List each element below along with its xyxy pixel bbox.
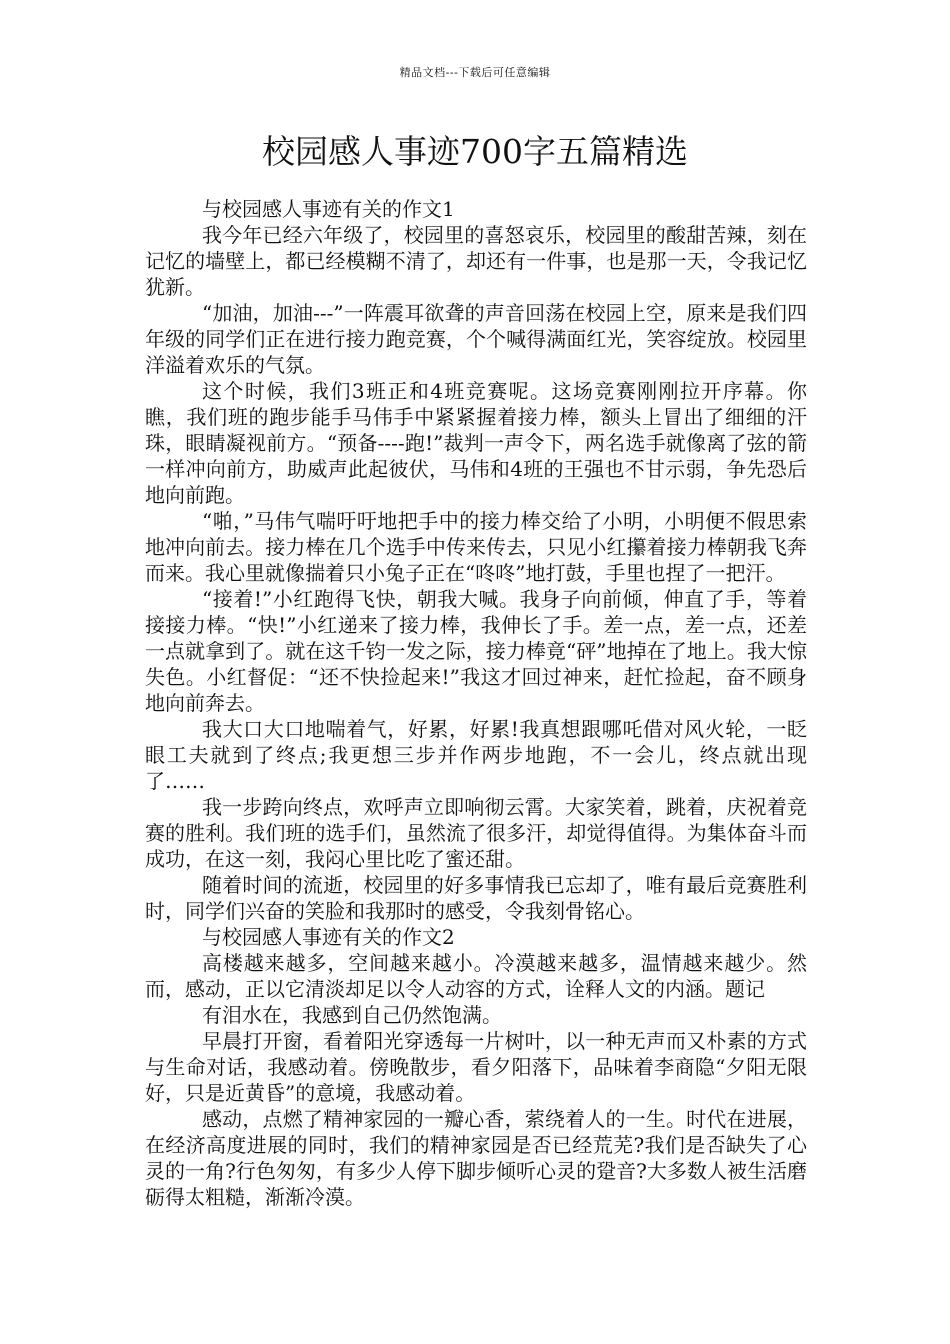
paragraph: 我今年已经六年级了，校园里的喜怒哀乐，校园里的酸甜苦辣，刻在记忆的墙壁上，都已经模糊不清了，却还有一件事，也是那一天，令我记忆犹新。 <box>145 223 807 299</box>
paragraph: 这个时候，我们3班正和4班竞赛呢。这场竞赛刚刚拉开序幕。你瞧，我们班的跑步能手马伟手中紧紧握着接力棒，额头上冒出了细细的汗珠，眼睛凝视前方。“预备----跑!”裁判一声令下，两名选手就像离了弦的箭一样冲向前方，助威声此起彼伏，马伟和4班的王强也不甘示弱，争先恐后地向前跑。 <box>145 379 807 507</box>
paragraph: 高楼越来越多，空间越来越小。冷漠越来越多，温情越来越少。然而，感动，正以它清淡却足以令人动容的方式，诠释人文的内涵。题记 <box>145 951 807 1001</box>
section-heading-1: 与校园感人事迹有关的作文1 <box>202 197 455 221</box>
paragraph: 有泪水在，我感到自己仍然饱满。 <box>202 1003 502 1027</box>
paragraph: 我大口大口地喘着气，好累，好累!我真想跟哪吒借对风火轮，一眨眼工夫就到了终点;我更想三步并作两步地跑，不一会儿，终点就出现了…… <box>145 717 807 793</box>
paragraph: “接着!”小红跑得飞快，朝我大喊。我身子向前倾，伸直了手，等着接接力棒。“快!”小红递来了接力棒，我伸长了手。差一点，差一点，还差一点就拿到了。就在这千钧一发之际，接力棒竟“砰”地掉在了地上。我大惊失色。小红督促：“还不快捡起来!”我这才回过神来，赶忙捡起，奋不顾身地向前奔去。 <box>145 587 807 715</box>
paragraph: 早晨打开窗，看着阳光穿透每一片树叶，以一种无声而又朴素的方式与生命对话，我感动着。傍晚散步，看夕阳落下，品味着李商隐“夕阳无限好，只是近黄昏”的意境，我感动着。 <box>145 1029 807 1105</box>
article-body <box>145 196 807 1210</box>
section-heading-2: 与校园感人事迹有关的作文2 <box>202 925 455 949</box>
paragraph: 随着时间的流逝，校园里的好多事情我已忘却了，唯有最后竞赛胜利时，同学们兴奋的笑脸和我那时的感受，令我刻骨铭心。 <box>145 873 807 923</box>
paragraph: “加油，加油---”一阵震耳欲聋的声音回荡在校园上空，原来是我们四年级的同学们正在进行接力跑竞赛，个个喊得满面红光，笑容绽放。校园里洋溢着欢乐的气氛。 <box>145 301 807 377</box>
header-note: 精品文档---下载后可任意编辑 <box>399 66 551 79</box>
paragraph: 我一步跨向终点，欢呼声立即响彻云霄。大家笑着，跳着，庆祝着竞赛的胜利。我们班的选手们，虽然流了很多汗，却觉得值得。为集体奋斗而成功，在这一刻，我闷心里比吃了蜜还甜。 <box>145 795 807 871</box>
paragraph: 感动，点燃了精神家园的一瓣心香，萦绕着人的一生。时代在进展，在经济高度进展的同时，我们的精神家园是否已经荒芜?我们是否缺失了心灵的一角?行色匆匆，有多少人停下脚步倾听心灵的跫音?大多数人被生活磨砺得太粗糙，渐渐冷漠。 <box>145 1107 807 1209</box>
page-title: 校园感人事迹700字五篇精选 <box>262 132 688 171</box>
paragraph: “啪，”马伟气喘吁吁地把手中的接力棒交给了小明，小明便不假思索地冲向前去。接力棒在几个选手中传来传去，只见小红攥着接力棒朝我飞奔而来。我心里就像揣着只小兔子正在“咚咚”地打鼓，手里也捏了一把汗。 <box>145 509 807 585</box>
